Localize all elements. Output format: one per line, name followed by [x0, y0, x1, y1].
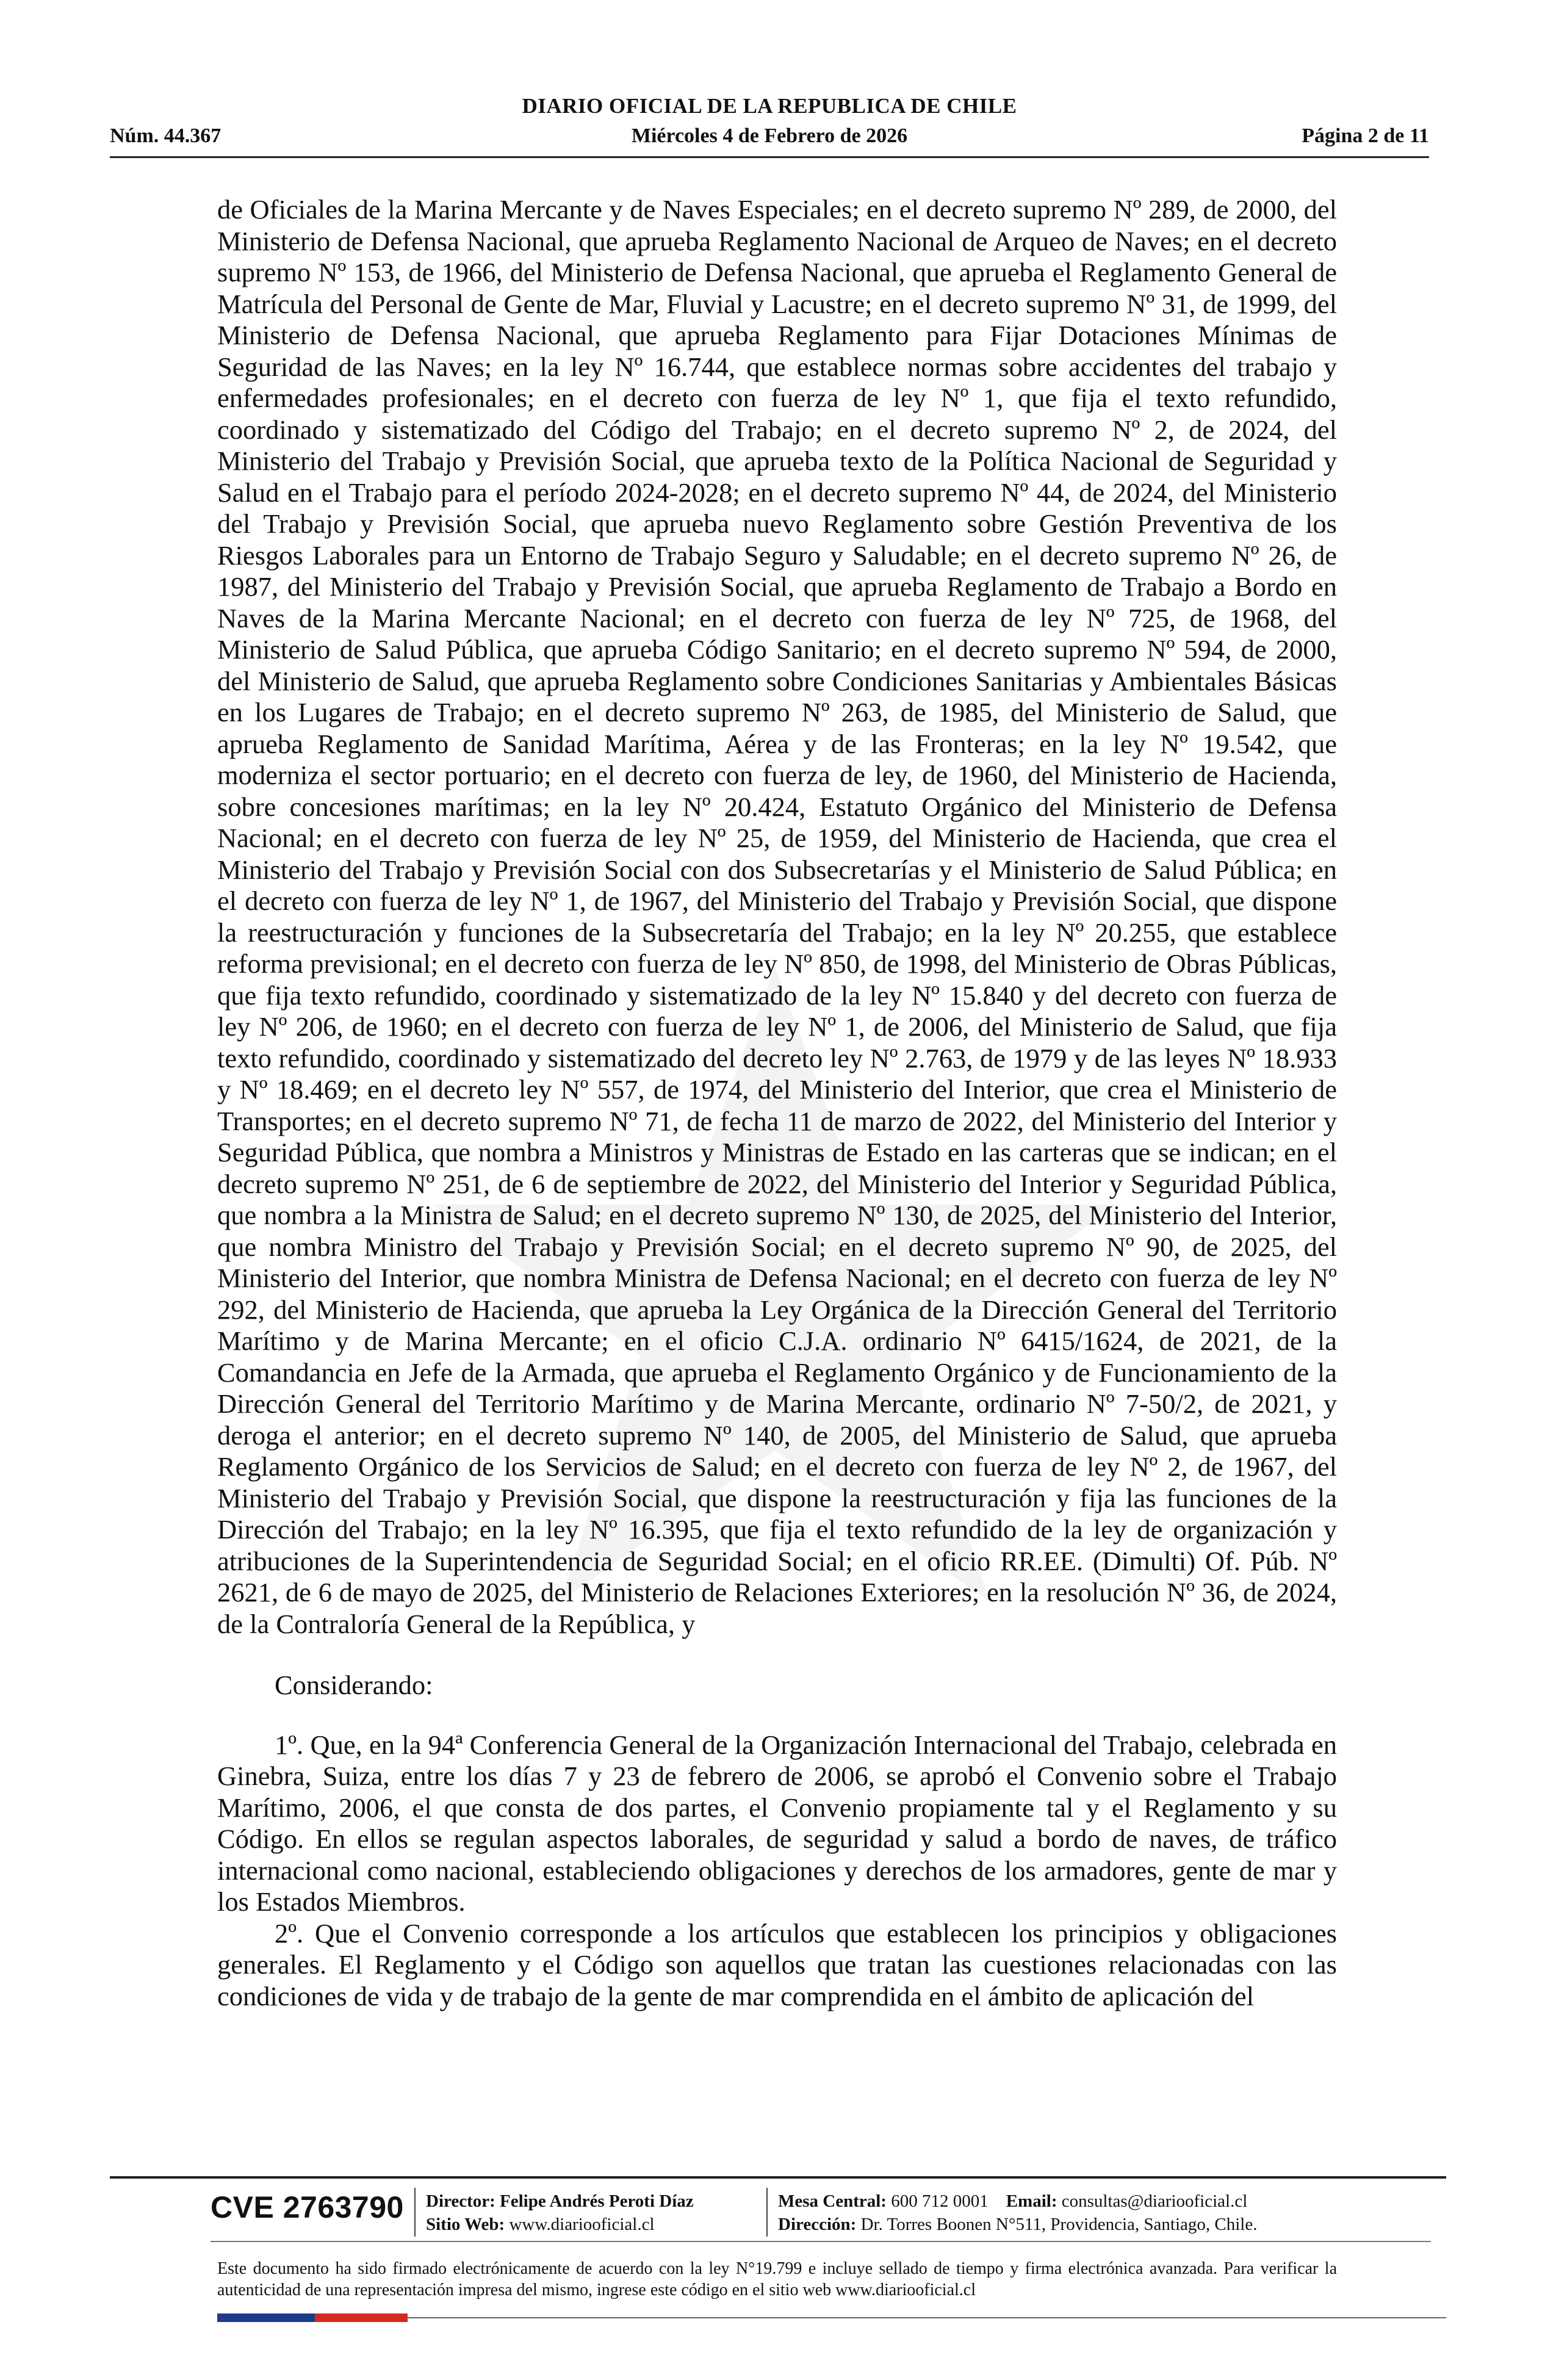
- signature-disclaimer: Este documento ha sido firmado electrónicamente de acuerdo con la ley N°19.799 e incluye sellado de tiempo y firma electrónica avanzada. Para verificar la autenticidad de una representación impresa del mismo, ingrese este código en el sitio web www.diariooficial.cl: [217, 2259, 1337, 2299]
- page-indicator: Página 2 de 11: [1302, 124, 1429, 147]
- footer-director-block: [426, 2190, 694, 2236]
- flag-blue-segment: [217, 2313, 315, 2322]
- publication-title: DIARIO OFICIAL DE LA REPUBLICA DE CHILE: [522, 94, 1017, 118]
- footer-contact-block: [778, 2190, 1257, 2236]
- considerando-point-1: 1º. Que, en la 94ª Conferencia General de la Organización Internacional del Trabajo, celebrada en Ginebra, Suiza, entre los días 7 y 23 de febrero de 2006, se aprobó el Convenio sobre el Trabajo Marítimo, 2006, el que consta de dos partes, el Convenio propiamente tal y el Reglamento y su Código. En ellos se regulan aspectos laborales, de seguridad y salud a bordo de naves, de tráfico internacional como nacional, estableciendo obligaciones y derechos de los armadores, gente de mar y los Estados Miembros.: [217, 1729, 1337, 1917]
- central-label: Mesa Central:: [778, 2191, 887, 2211]
- page-header: [110, 93, 1429, 160]
- central-phone: 600 712 0001: [891, 2191, 989, 2211]
- header-divider: [110, 156, 1429, 158]
- issue-date: Miércoles 4 de Febrero de 2026: [631, 124, 908, 147]
- director-label: Director:: [426, 2191, 495, 2211]
- cve-code: CVE 2763790: [211, 2190, 404, 2224]
- footer-bottom-line: [408, 2317, 1446, 2318]
- director-name: Felipe Andrés Peroti Díaz: [500, 2191, 694, 2211]
- footer-divider: [110, 2176, 1446, 2179]
- document-body: [217, 194, 1337, 2012]
- footer-separator: [766, 2188, 768, 2237]
- address-label: Dirección:: [778, 2215, 857, 2234]
- footer-divider: [211, 2241, 1431, 2242]
- email-link[interactable]: consultas@diariooficial.cl: [1061, 2191, 1248, 2211]
- chile-flag-stripe: [217, 2313, 408, 2322]
- considerando-point-2: 2º. Que el Convenio corresponde a los artículos que establecen los principios y obligaciones generales. El Reglamento y el Código son aquellos que tratan las cuestiones relacionadas con las condiciones de vida y de trabajo de la gente de mar comprendida en el ámbito de aplicación del: [217, 1917, 1337, 2011]
- flag-red-segment: [315, 2313, 408, 2322]
- footer-separator: [414, 2188, 416, 2237]
- issue-number: Núm. 44.367: [110, 124, 222, 147]
- address-value: Dr. Torres Boonen N°511, Providencia, Santiago, Chile.: [860, 2215, 1258, 2234]
- site-link[interactable]: www.diariooficial.cl: [509, 2215, 655, 2234]
- considerando-heading: Considerando:: [275, 1670, 433, 1700]
- email-label: Email:: [1006, 2191, 1057, 2211]
- body-paragraph: de Oficiales de la Marina Mercante y de Naves Especiales; en el decreto supremo Nº 289, de 2000, del Ministerio de Defensa Nacional, que aprueba Reglamento Nacional de Arqueo de Naves; en el decreto supremo Nº 153, de 1966, del Ministerio de Defensa Nacional, que aprueba el Reglamento General de Matrícula del Personal de Gente de Mar, Fluvial y Lacustre; en el decreto supremo Nº 31, de 1999, del Ministerio de Defensa Nacional, que aprueba Reglamento para Fijar Dotaciones Mínimas de Seguridad de las Naves; en la ley Nº 16.744, que establece normas sobre accidentes del trabajo y enfermedades profesionales; en el decreto con fuerza de ley Nº 1, que fija el texto refundido, coordinado y sistematizado del Código del Trabajo; en el decreto supremo Nº 2, de 2024, del Ministerio del Trabajo y Previsión Social, que aprueba texto de la Política Nacional de Seguridad y Salud en el Trabajo para el período 2024-2028; en el decreto supremo Nº 44, de 2024, del Ministerio del Trabajo y Previsión Social, que aprueba nuevo Reglamento sobre Gestión Preventiva de los Riesgos Laborales para un Entorno de Trabajo Seguro y Saludable; en el decreto supremo Nº 26, de 1987, del Ministerio del Trabajo y Previsión Social, que aprueba Reglamento de Trabajo a Bordo en Naves de la Marina Mercante Nacional; en el decreto con fuerza de ley Nº 725, de 1968, del Ministerio de Salud Pública, que aprueba Código Sanitario; en el decreto supremo Nº 594, de 2000, del Ministerio de Salud, que aprueba Reglamento sobre Condiciones Sanitarias y Ambientales Básicas en los Lugares de Trabajo; en el decreto supremo Nº 263, de 1985, del Ministerio de Salud, que aprueba Reglamento de Sanidad Marítima, Aérea y de las Fronteras; en la ley Nº 19.542, que moderniza el sector portuario; en el decreto con fuerza de ley, de 1960, del Ministerio de Hacienda, sobre concesiones marítimas; en la ley Nº 20.424, Estatuto Orgánico del Ministerio de Defensa Nacional; en el decreto con fuerza de ley Nº 25, de 1959, del Ministerio de Hacienda, que crea el Ministerio del Trabajo y Previsión Social con dos Subsecretarías y el Ministerio de Salud Pública; en el decreto con fuerza de ley Nº 1, de 1967, del Ministerio del Trabajo y Previsión Social, que dispone la reestructuración y funciones de la Subsecretaría del Trabajo; en la ley Nº 20.255, que establece reforma previsional; en el decreto con fuerza de ley Nº 850, de 1998, del Ministerio de Obras Públicas, que fija texto refundido, coordinado y sistematizado de la ley Nº 15.840 y del decreto con fuerza de ley Nº 206, de 1960; en el decreto con fuerza de ley Nº 1, de 2006, del Ministerio de Salud, que fija texto refundido, coordinado y sistematizado del decreto ley Nº 2.763, de 1979 y de las leyes Nº 18.933 y Nº 18.469; en el decreto ley Nº 557, de 1974, del Ministerio del Interior, que crea el Ministerio de Transportes; en el decreto supremo Nº 71, de fecha 11 de marzo de 2022, del Ministerio del Interior y Seguridad Pública, que nombra a Ministros y Ministras de Estado en las carteras que se indican; en el decreto supremo Nº 251, de 6 de septiembre de 2022, del Ministerio del Interior y Seguridad Pública, que nombra a la Ministra de Salud; en el decreto supremo Nº 130, de 2025, del Ministerio del Interior, que nombra Ministro del Trabajo y Previsión Social; en el decreto supremo Nº 90, de 2025, del Ministerio del Interior, que nombra Ministra de Defensa Nacional; en el decreto con fuerza de ley Nº 292, del Ministerio de Hacienda, que aprueba la Ley Orgánica de la Dirección General del Territorio Marítimo y de Marina Mercante; en el oficio C.J.A. ordinario Nº 6415/1624, de 2021, de la Comandancia en Jefe de la Armada, que aprueba el Reglamento Orgánico y de Funcionamiento de la Dirección General del Territorio Marítimo y de Marina Mercante, ordinario Nº 7-50/2, de 2021, y deroga el anterior; en el decreto supremo Nº 140, de 2005, del Ministerio de Salud, que aprueba Reglamento Orgánico de los Servicios de Salud; en el decreto con fuerza de ley Nº 2, de 1967, del Ministerio del Trabajo y Previsión Social, que dispone la reestructuración y fija las funciones de la Dirección del Trabajo; en la ley Nº 16.395, que fija el texto refundido de la ley de organización y atribuciones de la Superintendencia de Seguridad Social; en el oficio RR.EE. (Dimulti) Of. Púb. Nº 2621, de 6 de mayo de 2025, del Ministerio de Relaciones Exteriores; en la resolución Nº 36, de 2024, de la Contraloría General de la República, y: [217, 194, 1337, 1639]
- site-label: Sitio Web:: [426, 2215, 505, 2234]
